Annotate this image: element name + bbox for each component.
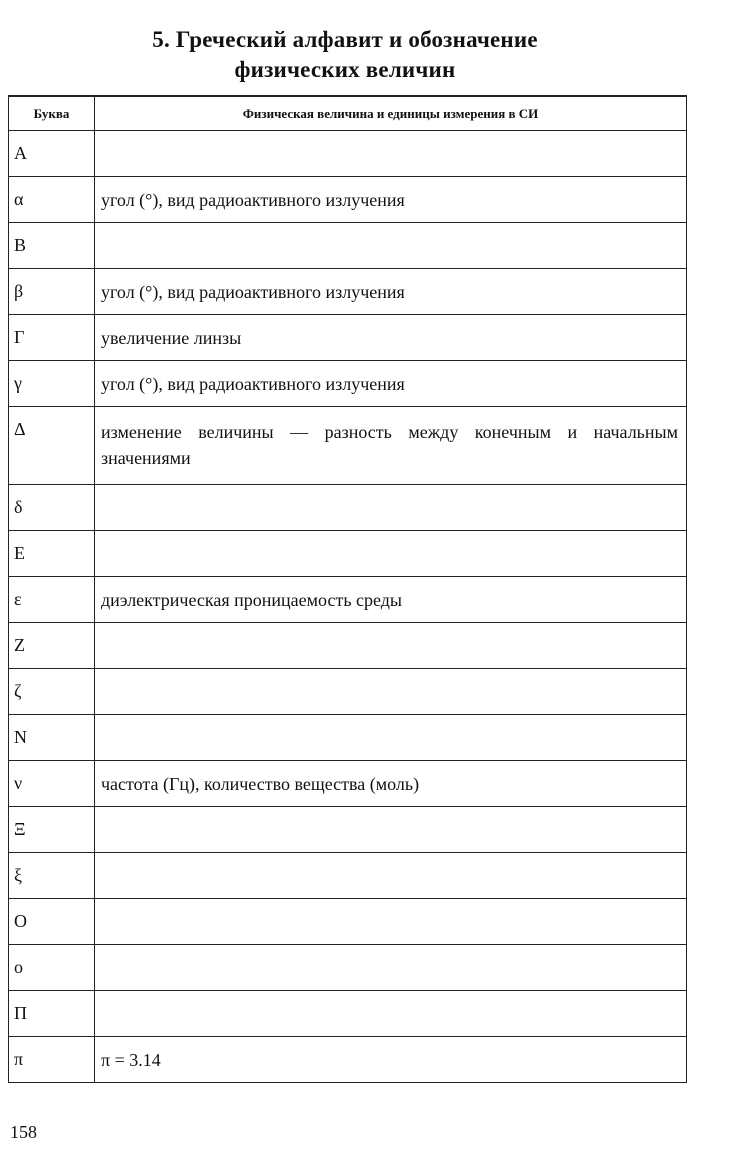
- letter-cell: ε: [9, 577, 95, 623]
- quantity-cell: [95, 1037, 687, 1083]
- greek-alphabet-table: [8, 95, 687, 1083]
- title-line-2: физических величин: [234, 57, 456, 82]
- quantity-cell: [95, 485, 687, 531]
- quantity-cell: [95, 223, 687, 269]
- table-row: [9, 761, 687, 807]
- table-row: [9, 177, 687, 223]
- quantity-text: увеличение линзы: [101, 327, 242, 348]
- letter-cell: β: [9, 269, 95, 315]
- quantity-cell: [95, 761, 687, 807]
- letter-cell: Z: [9, 623, 95, 669]
- quantity-cell: [95, 853, 687, 899]
- column-header-letter: Буква: [9, 96, 95, 131]
- table-row: [9, 131, 687, 177]
- quantity-text: π = 3.14: [101, 1049, 161, 1070]
- letter-cell: П: [9, 991, 95, 1037]
- letter-cell: A: [9, 131, 95, 177]
- letter-cell: γ: [9, 361, 95, 407]
- table-row: [9, 945, 687, 991]
- table-row: [9, 407, 687, 485]
- table-row: [9, 315, 687, 361]
- quantity-text: изменение величины — разность между конечным и начальным значениями: [101, 422, 678, 468]
- table-row: [9, 853, 687, 899]
- quantity-cell: [95, 531, 687, 577]
- letter-cell: Δ: [9, 407, 95, 485]
- table-row: [9, 899, 687, 945]
- letter-cell: Г: [9, 315, 95, 361]
- column-header-quantity: Физическая величина и единицы измерения в СИ: [95, 96, 687, 131]
- title-line-1: 5. Греческий алфавит и обозначение: [152, 27, 538, 52]
- table-row: [9, 361, 687, 407]
- table-row: [9, 269, 687, 315]
- letter-cell: ζ: [9, 669, 95, 715]
- table-row: [9, 669, 687, 715]
- quantity-cell: [95, 991, 687, 1037]
- letter-cell: E: [9, 531, 95, 577]
- quantity-cell: [95, 361, 687, 407]
- quantity-text: диэлектрическая проницаемость среды: [101, 589, 403, 610]
- quantity-cell: [95, 131, 687, 177]
- table-row: [9, 991, 687, 1037]
- quantity-cell: [95, 577, 687, 623]
- quantity-text: частота (Гц), количество вещества (моль): [101, 773, 420, 794]
- page-title: [0, 25, 690, 85]
- quantity-text: угол (°), вид радиоактивного излучения: [101, 281, 405, 302]
- letter-cell: B: [9, 223, 95, 269]
- letter-cell: δ: [9, 485, 95, 531]
- page-number: 158: [10, 1122, 37, 1142]
- quantity-cell: [95, 407, 687, 485]
- quantity-text: угол (°), вид радиоактивного излучения: [101, 373, 405, 394]
- table-header-row: [9, 96, 687, 131]
- quantity-cell: [95, 177, 687, 223]
- quantity-text: угол (°), вид радиоактивного излучения: [101, 189, 405, 210]
- table-row: [9, 223, 687, 269]
- table-row: [9, 715, 687, 761]
- table-row: [9, 485, 687, 531]
- table-row: [9, 807, 687, 853]
- table-row: [9, 623, 687, 669]
- quantity-cell: [95, 807, 687, 853]
- quantity-cell: [95, 899, 687, 945]
- letter-cell: ν: [9, 761, 95, 807]
- table-row: [9, 577, 687, 623]
- letter-cell: π: [9, 1037, 95, 1083]
- quantity-cell: [95, 623, 687, 669]
- letter-cell: O: [9, 899, 95, 945]
- quantity-cell: [95, 715, 687, 761]
- letter-cell: ξ: [9, 853, 95, 899]
- quantity-cell: [95, 945, 687, 991]
- table-row: [9, 1037, 687, 1083]
- quantity-cell: [95, 269, 687, 315]
- quantity-cell: [95, 669, 687, 715]
- quantity-cell: [95, 315, 687, 361]
- letter-cell: Ξ: [9, 807, 95, 853]
- letter-cell: o: [9, 945, 95, 991]
- letter-cell: α: [9, 177, 95, 223]
- letter-cell: N: [9, 715, 95, 761]
- table-row: [9, 531, 687, 577]
